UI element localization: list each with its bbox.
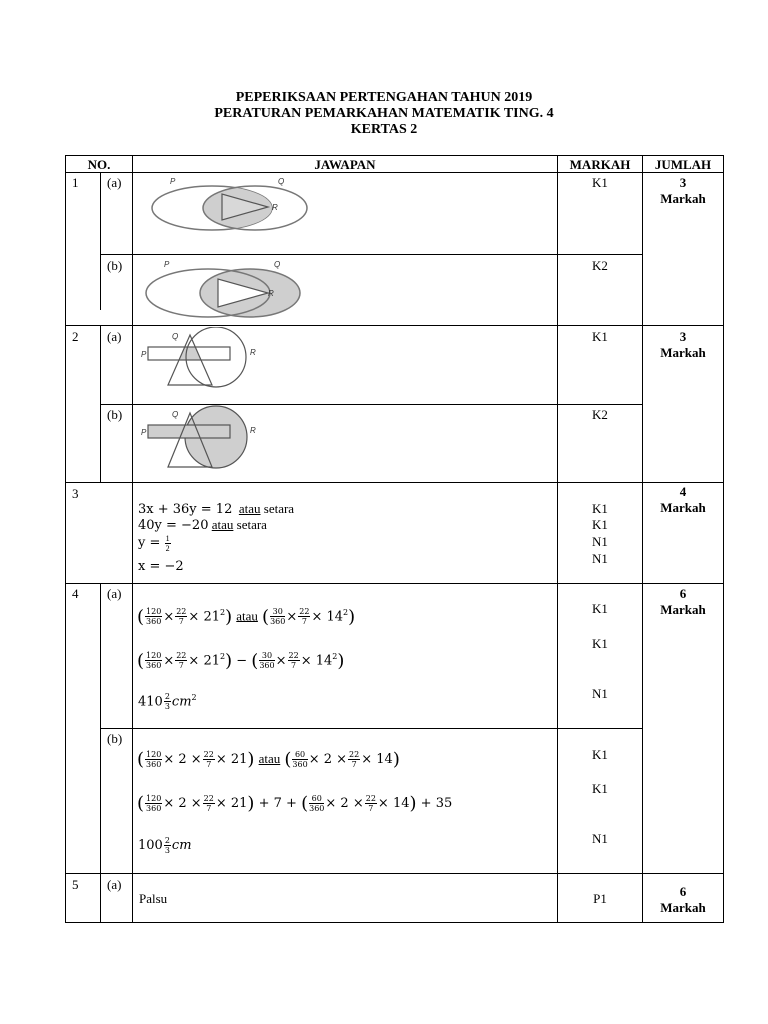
header-markah: MARKAH [569,157,631,172]
label-r: R [250,426,256,435]
q4a-answer: 410 $\frac{2}{3}$ $cm^2$ [138,692,197,712]
label-q: Q [274,260,281,269]
row-divider [65,325,724,326]
paper-label: KERTAS 2 [350,122,418,137]
table-border-top [65,155,724,156]
q5-mark: P1 [593,891,607,906]
label-r: R [250,348,256,357]
q4a-mark-2: K1 [592,636,608,651]
q5-number: 5 [72,877,79,892]
q3-total-word: Markah [660,500,706,515]
q2-mark-b: K2 [592,407,608,422]
row-divider [100,728,642,729]
header-no: NO. [87,157,111,172]
q3-mark-4: N1 [592,551,608,566]
row-divider [100,254,642,255]
q4-part-a: (a) [107,586,122,601]
q1-total-word: Markah [660,191,706,206]
q4b-working-line-2: ( $\frac{120}{360}$ × 2 × $\frac{22}{7}$ × 21) + 7 + ( $\frac{60}{360}$ × 2 × $\frac{22}{7}$ × 14) + 35 [137,793,453,814]
q3-working-line-3: y = $\frac{1}{2}$ [138,534,170,553]
q1-part-a: (a) [107,175,122,190]
q4a-mark-1: K1 [592,601,608,616]
table-border-left [65,155,66,923]
q4b-working-line-1: ( $\frac{120}{360}$ × 2 × $\frac{22}{7}$ × 21) atau ( $\frac{60}{360}$ × 2 × $\frac{22}{7}$ × 14) [137,749,400,770]
label-p: P [170,177,176,186]
q5-total-word: Markah [660,900,706,915]
q4-number: 4 [72,586,79,601]
shaded-intersection [148,347,230,360]
q1-part-b: (b) [107,258,123,273]
q3-mark-3: N1 [592,534,608,549]
row-divider [65,873,724,874]
col-divider [100,873,101,923]
col-divider [100,172,101,310]
col-divider [100,325,101,483]
q3-mark-1: K1 [592,501,608,516]
q5-total: 6 [679,884,687,899]
venn-diagram-q2b [138,405,263,471]
row-divider [65,583,724,584]
label-p: P [141,428,147,437]
q2-total-word: Markah [660,345,706,360]
document-title: PEPERIKSAAN PERTENGAHAN TAHUN 2019 [235,90,533,105]
q3-working-line-2: 40y = −20 atau setara [138,517,267,533]
q4a-working-line-2: ( $\frac{120}{360}$ × $\frac{22}{7}$ × $21^2$) − ( $\frac{30}{360}$ × $\frac{22}{7}$ × $14^2$) [137,650,345,672]
label-p: P [164,260,170,269]
q4-part-b: (b) [107,731,123,746]
row-divider [65,482,724,483]
q4b-mark-2: K1 [592,781,608,796]
table-border-right [723,155,724,923]
q5-part-a: (a) [107,877,122,892]
label-q: Q [172,410,179,419]
q1-mark-a: K1 [592,175,608,190]
col-divider [100,583,101,873]
q4b-mark-3: N1 [592,831,608,846]
q3-answer: x = −2 [138,559,184,574]
q5-answer: Palsu [139,891,168,906]
q4a-mark-3: N1 [592,686,608,701]
q3-mark-2: K1 [592,517,608,532]
col-divider [642,155,643,923]
q2-part-b: (b) [107,407,123,422]
q4b-mark-1: K1 [592,747,608,762]
table-border-bottom [65,922,724,923]
label-q: Q [172,332,179,341]
q3-number: 3 [72,486,79,501]
q1-number: 1 [72,175,79,190]
q2-number: 2 [72,329,79,344]
q1-total: 3 [679,175,687,190]
q3-total: 4 [679,484,687,499]
q4-total-word: Markah [660,602,706,617]
q4b-answer: 100 $\frac{2}{3}$ cm [138,836,192,855]
venn-diagram-q1b [140,257,320,323]
label-p: P [141,350,147,359]
q2-mark-a: K1 [592,329,608,344]
document-subtitle: PERATURAN PEMARKAHAN MATEMATIK TING. 4 [214,106,554,121]
venn-diagram-q2a [138,327,263,389]
header-jumlah: JUMLAH [654,157,712,172]
q4-total: 6 [679,586,687,601]
label-r: R [272,203,278,212]
q3-working-line-1: 3x + 36y = 12 atau setara [138,501,295,517]
table-header-divider [65,172,724,173]
header-jawapan: JAWAPAN [314,157,376,172]
q2-part-a: (a) [107,329,122,344]
q2-total: 3 [679,329,687,344]
col-divider [132,155,133,923]
q4a-working-line-1: ( $\frac{120}{360}$ × $\frac{22}{7}$ × $21^2$) atau ( $\frac{30}{360}$ × $\frac{22}{7}$ × $14^2$) [137,606,356,628]
label-r: R [268,289,274,298]
q1-mark-b: K2 [592,258,608,273]
venn-diagram-q1a [140,174,320,234]
label-q: Q [278,177,285,186]
set-p-rectangle [148,425,230,438]
